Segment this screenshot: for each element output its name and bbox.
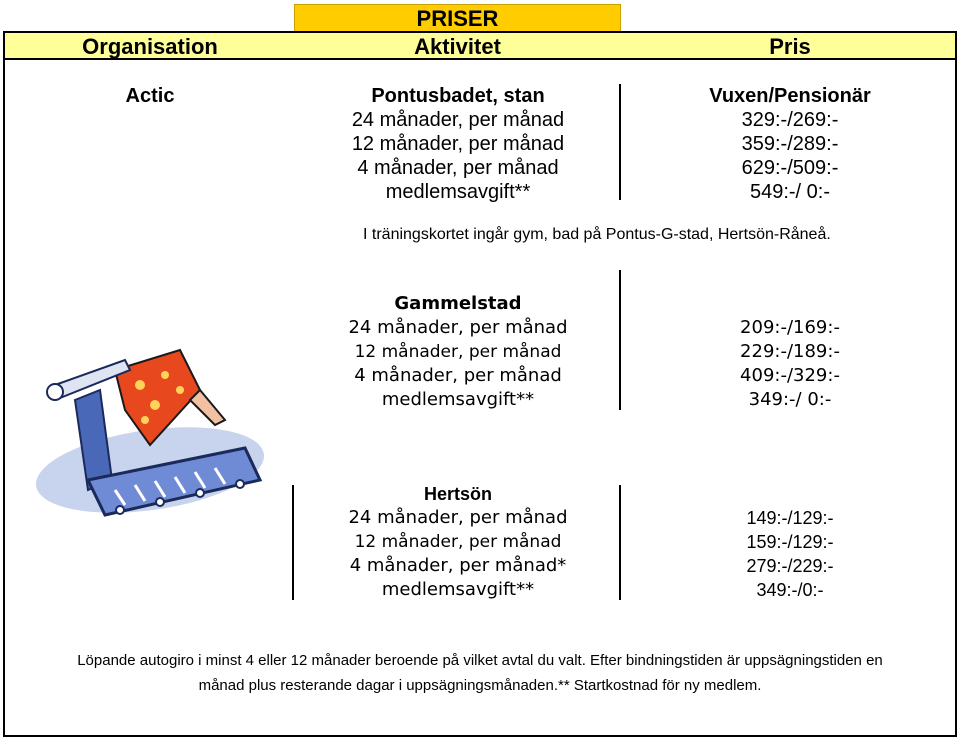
pontus-label-24: 24 månader, per månad (351, 109, 565, 131)
hertson-label-12: 12 månader, per månad (354, 532, 562, 552)
gammelstad-label-24: 24 månader, per månad (348, 317, 568, 338)
gammelstad-price-12: 229:-/189:- (740, 341, 840, 362)
header-aktivitet: Aktivitet (414, 34, 501, 59)
divider-pontus (619, 84, 621, 200)
hertson-label-24: 24 månader, per månad (348, 507, 568, 528)
gammelstad-label-medlemsavgift: medlemsavgift** (381, 389, 535, 410)
footer-line-1: Löpande autogiro i minst 4 eller 12 månader beroende på vilket avtal du valt. Efter bindningstiden är uppsägningstiden en (77, 652, 883, 669)
treadmill-icon (30, 330, 280, 525)
hertson-activity-list (300, 482, 616, 602)
hertson-label-4: 4 månader, per månad* (349, 555, 567, 576)
header-pris: Pris (769, 34, 811, 59)
pontus-title: Pontusbadet, stan (371, 85, 545, 107)
pontus-price-24: 329:-/269:- (741, 109, 839, 131)
pontus-label-medlemsavgift: medlemsavgift** (385, 181, 531, 203)
training-card-note: I träningskortet ingår gym, bad på Pontus-G-stad, Hertsön-Råneå. (363, 226, 831, 243)
pontus-price-title: Vuxen/Pensionär (709, 85, 871, 107)
hertson-price-medlemsavgift: 349:-/0:- (756, 580, 824, 600)
hertson-price-list (640, 482, 940, 602)
organisation-actic (90, 84, 210, 108)
pontus-price-12: 359:-/289:- (741, 133, 839, 155)
gammelstad-label-4: 4 månader, per månad (354, 365, 562, 386)
pontus-price-medlemsavgift: 549:-/ 0:- (749, 181, 831, 203)
divider-hertson-right (619, 485, 621, 600)
pontus-price-4: 629:-/509:- (741, 157, 839, 179)
header-organisation: Organisation (82, 34, 218, 59)
gammelstad-label-12: 12 månader, per månad (354, 342, 562, 362)
hertson-price-24: 149:-/129:- (746, 508, 834, 528)
gammelstad-title: Gammelstad (394, 293, 522, 314)
pontus-label-4: 4 månader, per månad (357, 157, 559, 179)
footer-line-2: månad plus resterande dagar i uppsägningsmånaden.** Startkostnad för ny medlem. (198, 677, 762, 694)
gammelstad-activity-list (300, 292, 616, 412)
divider-hertson-left (292, 485, 294, 600)
divider-gammelstad (619, 270, 621, 410)
priser-banner: PRISER (294, 4, 621, 31)
gammelstad-price-list (640, 292, 940, 412)
footer-note (10, 648, 950, 698)
hertson-label-medlemsavgift: medlemsavgift** (381, 579, 535, 600)
gammelstad-price-24: 209:-/169:- (740, 317, 840, 338)
organisation-name: Actic (125, 85, 175, 107)
hertson-price-12: 159:-/129:- (746, 532, 834, 552)
pontus-label-12: 12 månader, per månad (351, 133, 565, 155)
pontus-activity-list (300, 84, 616, 204)
gammelstad-price-4: 409:-/329:- (740, 365, 840, 386)
pontus-price-list (640, 84, 940, 204)
hertson-title: Hertsön (423, 484, 492, 504)
hertson-price-4: 279:-/229:- (746, 556, 834, 576)
gammelstad-price-medlemsavgift: 349:-/ 0:- (748, 389, 832, 410)
